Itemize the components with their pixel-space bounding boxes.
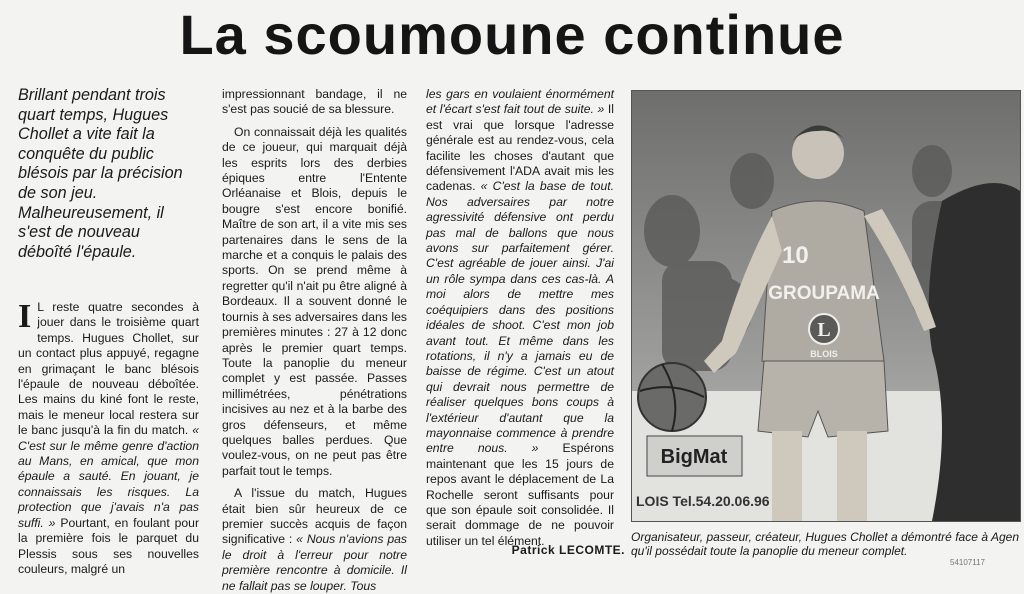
headline: La scoumoune continue	[179, 3, 845, 66]
lead-paragraph: Brillant pendant trois quart temps, Hugues Chollet a vite fait la conquête du public blésois par la précision de son jeu. Malheureusement, il s'est de nouveau déboîté l'épaule.	[18, 86, 183, 261]
jersey-city: BLOIS	[810, 349, 838, 359]
author-signature: Patrick LECOMTE.	[511, 543, 625, 557]
col3-text-b: Il est vrai que lorsque l'adresse générale est au rendez-vous, cela facilite les choses d'autant que défensivement l'ADA avait mis les cadenas.	[426, 102, 614, 194]
col2-para-1: impressionnant bandage, il ne s'est pas soucié de sa blessure.	[222, 87, 407, 117]
col3-text-c: Espérons maintenant que les 15 jours de repos avant le déplacement de La Rochelle seront suffisants pour que son épaule soit consolidée. Il serait dommage de ne pouvoir utiliser un tel élément.	[426, 441, 614, 548]
board-brand: BigMat	[660, 446, 728, 468]
footer-code: 54107117	[950, 558, 985, 567]
article-column-1	[18, 300, 199, 577]
player-photo	[631, 90, 1021, 522]
jersey-logo: L	[817, 319, 831, 341]
jersey-sponsor: GROUPAMA	[768, 283, 880, 304]
col1-text-a: L reste quatre secondes à jouer dans le troisième quart temps. Hugues Chollet, sur un contact plus appuyé, regagne en grimaçant le banc blésois l'épaule de nouveau déboîtée. Les mains du kiné font le reste, mais le meneur local restera sur le banc jusqu'à la fin du match.	[18, 300, 199, 438]
col2-text-a: A l'issue du match, Hugues était bien sûr heureux de ce premier succès acquis de façon significative :	[222, 486, 407, 547]
col1-text-b: Pourtant, en foulant pour la première fois le parquet du Plessis sous ses nouvelles couleurs, malgré un	[18, 515, 200, 576]
board-phone: LOIS Tel.54.20.06.96	[636, 493, 770, 509]
col2-para-2: On connaissait déjà les qualités de ce joueur, qui marquait déjà les esprits lors des derbies épiques entre l'Entente Orléanaise et Blois, depuis le bougre s'est encore bonifié. Maître de son art, il a vite mis ses partenaires dans le sens de la marche et a conquis le palais des sports. On se prend même à regretter qu'il n'ait pu être aligné à Bordeaux. Il a souvent donné le tournis à ses adversaires dans les premières minutes : 27 à 12 donc après le premier quart temps. Toute la panoplie du meneur complet y est passée. Passes millimétrées, pénétrations incisives au nez et à la barbe des gros défenseurs, et même quelques balles perdues. Que voulez-vous, on ne peut pas être parfait tout le temps.	[222, 124, 407, 478]
drop-cap: I	[18, 298, 32, 335]
article-column-2	[222, 87, 407, 594]
jersey-number: 10	[782, 242, 809, 269]
article-column-3	[426, 87, 614, 549]
col3-quote-1: les gars en voulaient énormément et l'écart s'est fait tout de suite. »	[426, 87, 614, 117]
col1-quote: « C'est sur le même genre d'action au Mans, en amical, que mon épaule a sauté. En jouant, je connaissais les risques. La protection que j'avais n'a pas suffi. »	[18, 423, 199, 530]
col3-quote-2: « C'est la base de tout. Nos adversaires par notre agressivité défensive ont perdu pas mal de ballons que nous avons sur parfaitement gérer. C'est agréable de jouer ainsi. J'ai un rôle sympa dans ces cas-là. A moi alors de mettre mes coéquipiers dans des positions idéales de shoot. C'est mon job avant tout. Et même dans les rotations, il n'y a jamais eu de baisse de régime. C'est un atout qui devrait nous permettre de réaliser quelques bons coups à l'extérieur d'autant que la mayonnaise commence à prendre entre nous. »	[426, 179, 615, 456]
player-photo-illustration	[632, 91, 1020, 521]
basketball-icon	[638, 363, 706, 431]
col2-quote: « Nous n'avions pas le droit à l'erreur pour notre première rencontre à domicile. Il ne fallait pas se louper. Tous	[222, 532, 408, 593]
photo-caption: Organisateur, passeur, créateur, Hugues Chollet a démontré face à Agen qu'il possédait toute la panoplie du meneur complet.	[631, 530, 1019, 558]
